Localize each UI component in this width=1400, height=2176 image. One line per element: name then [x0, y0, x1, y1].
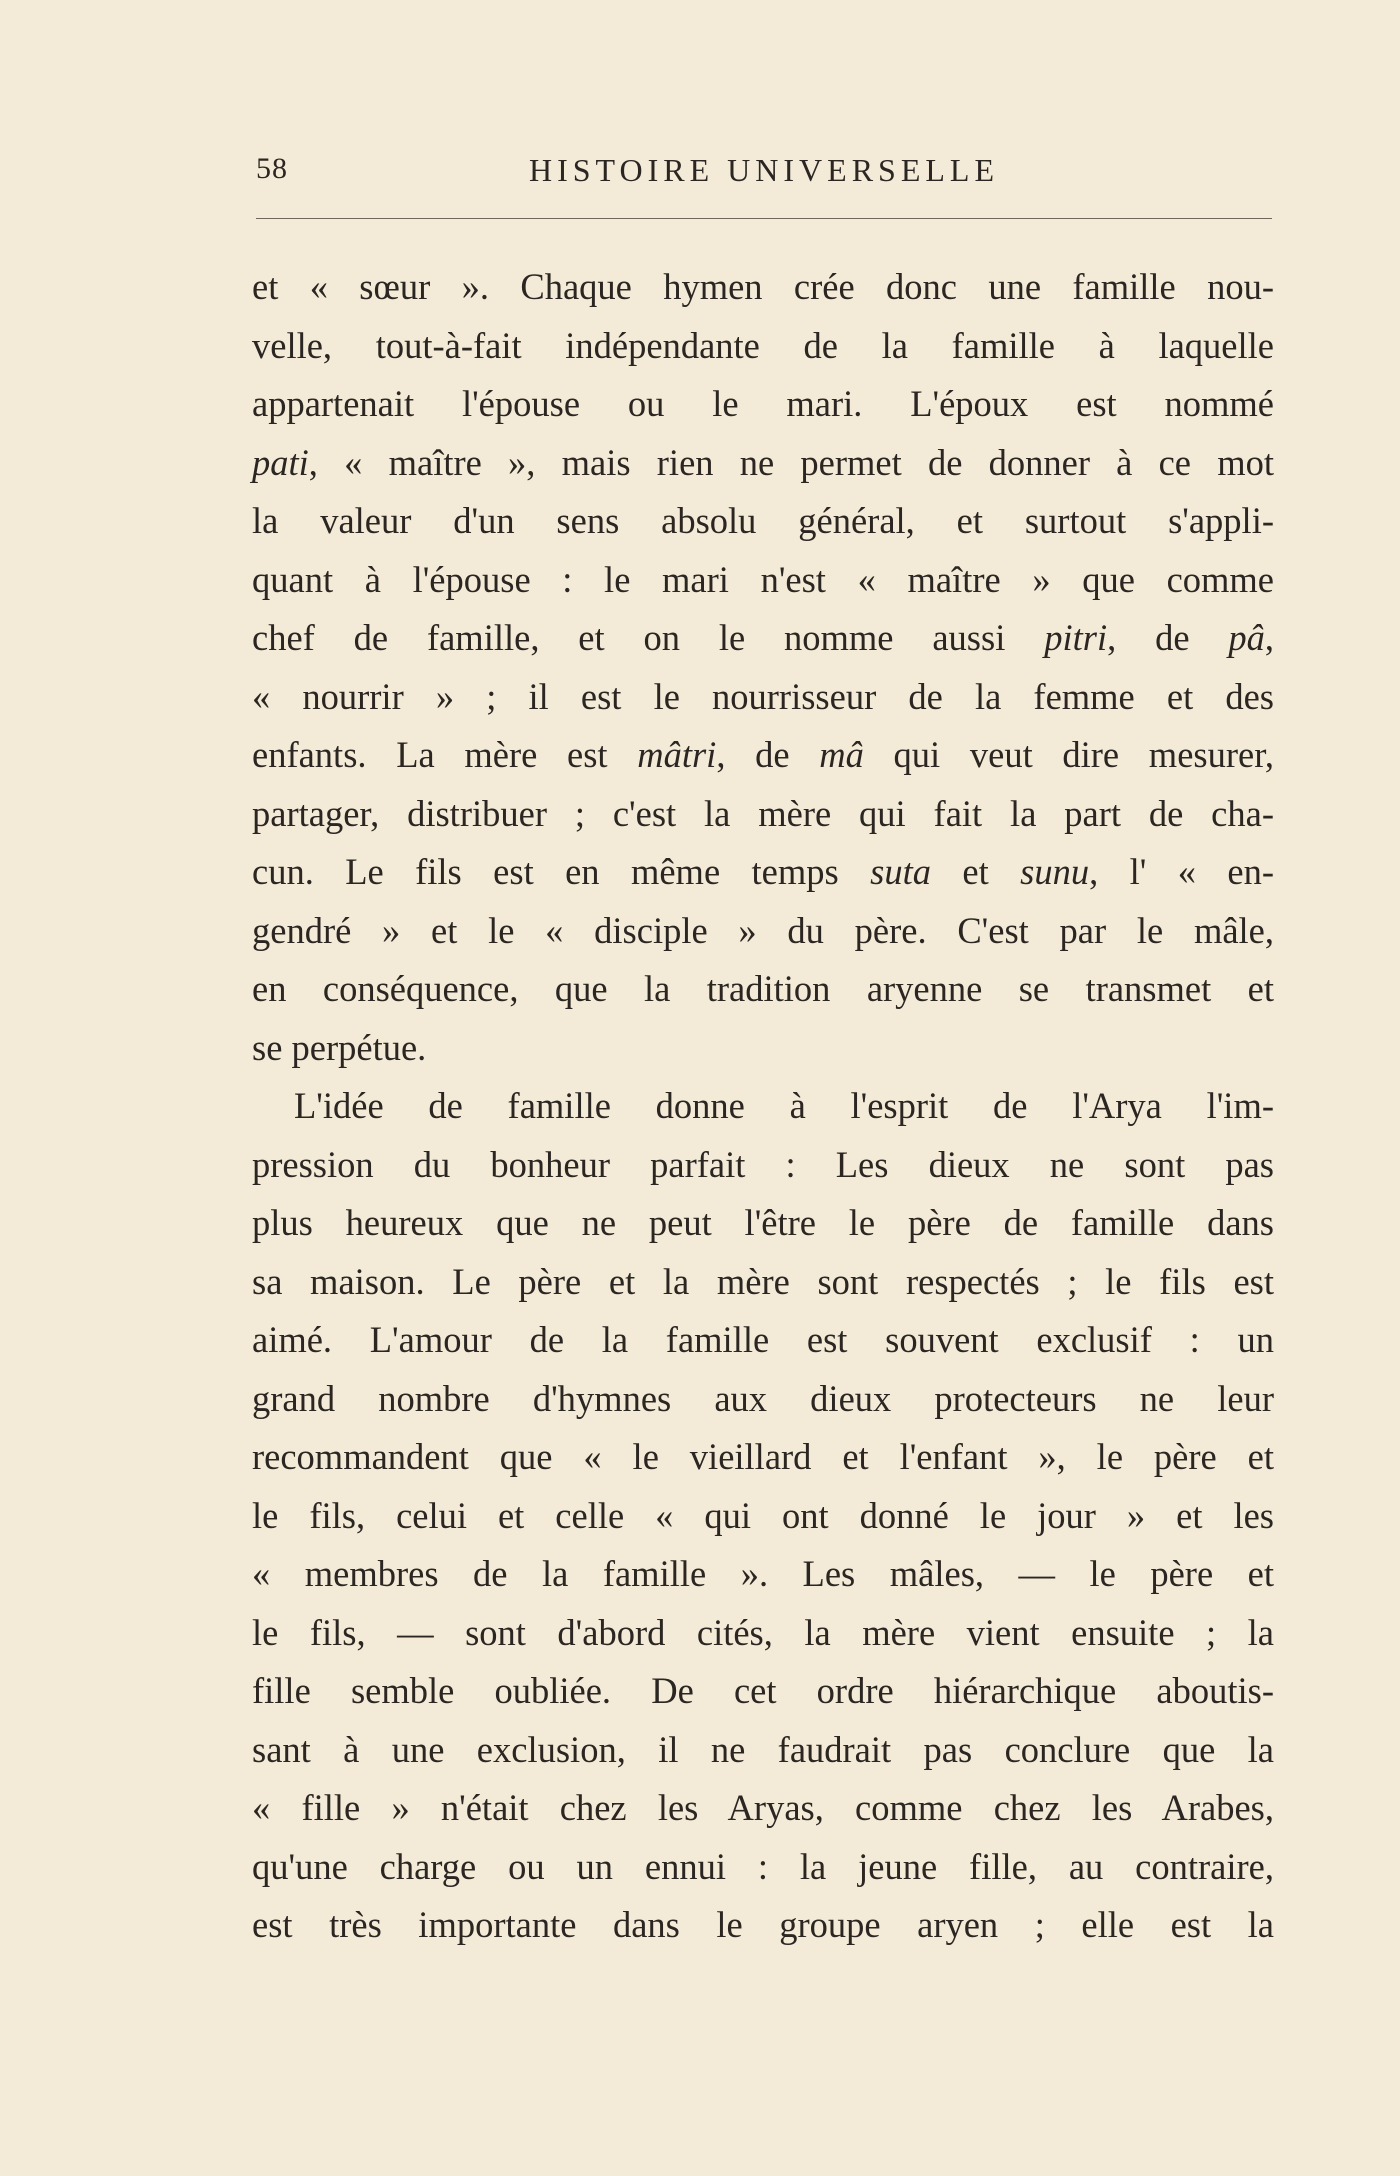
- body-text: [252, 258, 1274, 1955]
- text-span: enfants. La mère est: [252, 734, 638, 775]
- running-title: HISTOIRE UNIVERSELLE: [528, 152, 1000, 188]
- text-line: [252, 434, 1274, 493]
- text-line: pression du bonheur parfait : Les dieux ne sont pas: [252, 1143, 1274, 1185]
- italic-term: suta: [870, 851, 931, 892]
- text-line: gendré » et le « disciple » du père. C'est par le mâle,: [252, 909, 1274, 951]
- header-rule: [256, 218, 1272, 219]
- italic-term: pati: [252, 441, 309, 483]
- text-span: , l' « en-: [1089, 851, 1275, 892]
- text-line: fille semble oubliée. De cet ordre hiérarchique aboutis-: [252, 1670, 1274, 1711]
- text-line: se perpétue.: [252, 1026, 427, 1068]
- text-line: recommandent que « le vieillard et l'enfant », le père et: [252, 1436, 1274, 1477]
- page-number: 58: [256, 152, 288, 185]
- text-span: , de: [1107, 617, 1229, 658]
- text-line: grand nombre d'hymnes aux dieux protecteurs ne leur: [252, 1377, 1274, 1419]
- text-line: le fils, — sont d'abord cités, la mère vient ensuite ; la: [252, 1611, 1274, 1653]
- text-line: appartenait l'épouse ou le mari. L'époux est nommé: [252, 383, 1274, 424]
- text-line: le fils, celui et celle « qui ont donné le jour » et les: [252, 1494, 1274, 1536]
- text-span: qui veut dire mesurer,: [863, 734, 1275, 775]
- text-line: [252, 609, 1274, 668]
- text-line: [252, 726, 1274, 785]
- text-line: plus heureux que ne peut l'être le père de famille dans: [252, 1202, 1274, 1243]
- text-line: qu'une charge ou un ennui : la jeune fille, au contraire,: [252, 1845, 1274, 1887]
- page-header: [256, 148, 1272, 198]
- text-span: chef de famille, et on le nomme aussi: [252, 617, 1045, 658]
- text-line: la valeur d'un sens absolu général, et surtout s'appli-: [252, 500, 1274, 541]
- text-span: ,: [1264, 617, 1274, 658]
- text-line: est très importante dans le groupe aryen ; elle est la: [252, 1904, 1274, 1945]
- text-line: quant à l'épouse : le mari n'est « maître » que comme: [252, 558, 1274, 600]
- italic-term: sunu: [1020, 851, 1090, 892]
- italic-term: mâtri: [637, 734, 717, 775]
- text-line: sa maison. Le père et la mère sont respectés ; le fils est: [252, 1260, 1274, 1302]
- italic-term: pitri: [1044, 617, 1108, 658]
- text-span: , « maître », mais rien ne permet de donner à ce mot: [308, 441, 1274, 483]
- italic-term: pâ: [1228, 617, 1265, 658]
- text-line: et « sœur ». Chaque hymen crée donc une famille nou-: [252, 266, 1274, 307]
- text-line: aimé. L'amour de la famille est souvent exclusif : un: [252, 1319, 1274, 1360]
- text-line: sant à une exclusion, il ne faudrait pas conclure que la: [252, 1728, 1274, 1770]
- text-line: velle, tout-à-fait indépendante de la famille à laquelle: [252, 324, 1274, 366]
- text-span: et: [931, 851, 1021, 892]
- text-line: [252, 843, 1274, 902]
- text-span: cun. Le fils est en même temps: [252, 851, 871, 892]
- text-line: en conséquence, que la tradition aryenne se transmet et: [252, 968, 1274, 1009]
- text-line: « membres de la famille ». Les mâles, — le père et: [252, 1553, 1274, 1594]
- text-line: partager, distribuer ; c'est la mère qui fait la part de cha-: [252, 792, 1274, 834]
- text-line: « nourrir » ; il est le nourrisseur de la femme et des: [252, 675, 1274, 717]
- text-span: , de: [716, 734, 820, 775]
- italic-term: mâ: [819, 734, 864, 775]
- text-line: L'idée de famille donne à l'esprit de l'Arya l'im-: [294, 1085, 1274, 1126]
- text-line: « fille » n'était chez les Aryas, comme chez les Arabes,: [252, 1787, 1274, 1828]
